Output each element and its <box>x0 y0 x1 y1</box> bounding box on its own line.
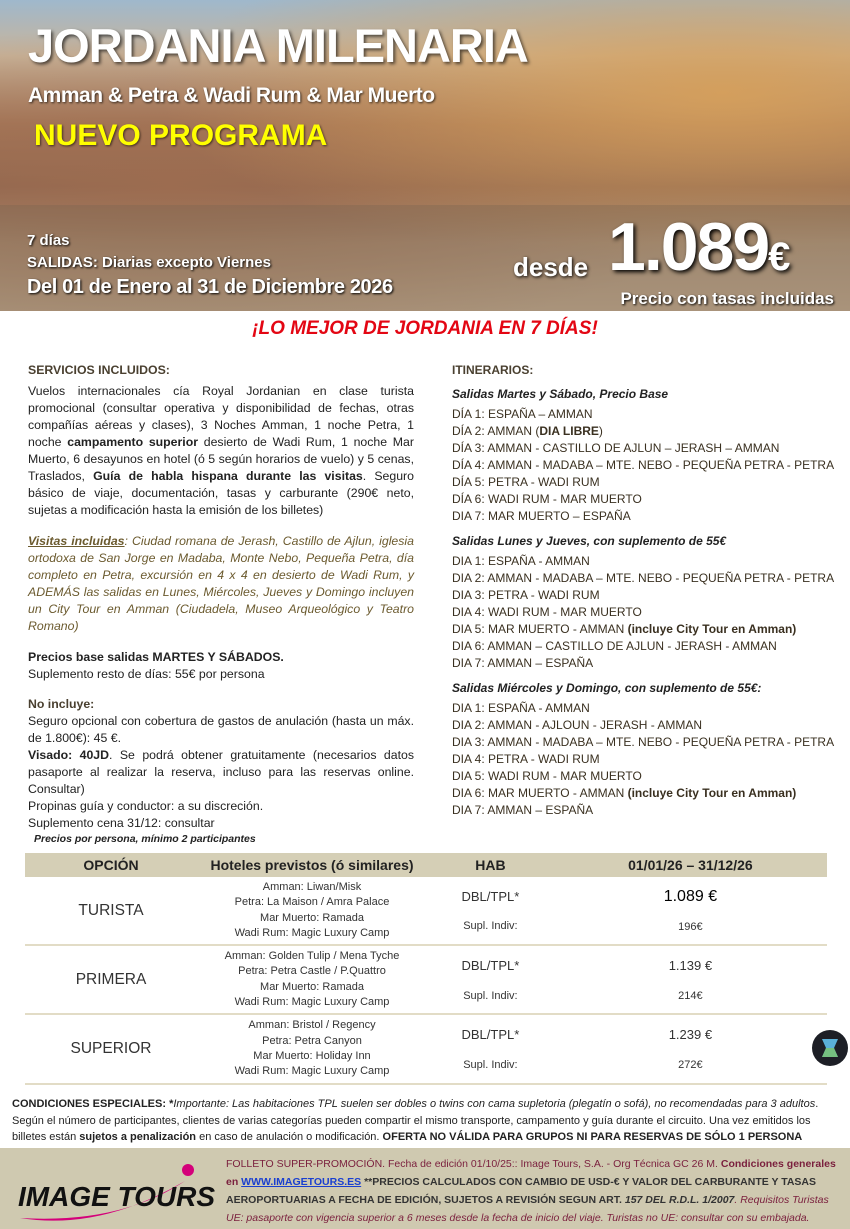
itinerary-day <box>452 440 847 457</box>
hotel-line: Petra: Petra Canyon <box>262 1034 362 1047</box>
text-segment: DIA 5: WADI RUM - MAR MUERTO <box>452 769 642 783</box>
option-name: PRIMERA <box>25 945 197 1014</box>
itinerary-group <box>452 386 847 525</box>
page-subtitle: Amman & Petra & Wadi Rum & Mar Muerto <box>28 84 435 107</box>
itinerary-day <box>452 587 847 604</box>
not-included-list <box>28 713 414 832</box>
hotel-line: Wadi Rum: Magic Luxury Camp <box>234 1065 390 1078</box>
itinerary-day <box>452 717 847 734</box>
hotel-line: Petra: Petra Castle / P.Quattro <box>238 965 386 978</box>
itinerary-day <box>452 604 847 621</box>
option-name: TURISTA <box>25 877 197 945</box>
price-cell <box>554 1014 827 1083</box>
text-segment: Importante: Las habitaciones TPL suelen ser dobles o twins con cama supletoria (plegatín o sofá), no recomendadas para 3 adultos <box>173 1098 816 1110</box>
hero-banner <box>0 0 850 311</box>
text-segment: . Seguro básico de viaje, documentación, tasas y carburante (290€ neto, sujetas a modificación hasta la emisión de los billetes) <box>28 469 414 517</box>
text-segment: . Requisitos Turistas UE: pasaporte con vigencia superior a 6 meses desde la fecha de inicio del viaje. Turistas no UE: consultar con su embajada. <box>226 1194 829 1224</box>
date-range: Del 01 de Enero al 31 de Diciembre 2026 <box>27 276 393 298</box>
not-included-item <box>28 815 414 832</box>
text-segment: DIA 2: AMMAN - MADABA – MTE. NEBO - PEQUEÑA PETRA - PETRA <box>452 571 835 585</box>
price-cell <box>554 945 827 1014</box>
page-title: JORDANIA MILENARIA <box>28 19 528 72</box>
itinerary-day <box>452 768 847 785</box>
table-row <box>25 1014 827 1083</box>
itinerary-day <box>452 491 847 508</box>
column-header: HAB <box>427 853 554 877</box>
price-value: 1.089 € <box>663 888 718 906</box>
text-segment: (incluye City Tour en Amman) <box>627 786 797 800</box>
text-segment: Condiciones generales en <box>226 1158 836 1188</box>
prices-note: Precios por persona, mínimo 2 participantes <box>34 833 256 845</box>
itinerary-title: ITINERARIOS: <box>452 363 534 377</box>
hotel-line: Petra: La Maison / Amra Palace <box>234 896 390 909</box>
svg-text:IMAGE TOURS: IMAGE TOURS <box>18 1181 215 1212</box>
itinerary-day <box>452 655 847 672</box>
website-link[interactable]: WWW.IMAGETOURS.ES <box>241 1176 362 1188</box>
text-segment: DIA 4: WADI RUM - MAR MUERTO <box>452 605 642 619</box>
hero-price <box>608 208 788 286</box>
special-conditions <box>12 1096 842 1146</box>
visits-label: Visitas incluidas <box>28 534 125 548</box>
text-segment: Suplemento cena 31/12: consultar <box>28 816 215 830</box>
itinerary-day <box>452 751 847 768</box>
text-segment: DIA 3: AMMAN - MADABA – MTE. NEBO - PEQUEÑA PETRA - PETRA <box>452 735 835 749</box>
price-value: 1.139 € <box>668 958 713 974</box>
footer-text <box>226 1155 838 1227</box>
itinerary-day <box>452 621 847 638</box>
itinerary-group-title: Salidas Miércoles y Domingo, con suplemento de 55€: <box>452 681 762 695</box>
itinerary-group <box>452 533 847 672</box>
room-type: DBL/TPL* <box>461 958 520 974</box>
text-segment: Seguro opcional con cobertura de gastos de anulación (hasta un máx. de 1.800€): 45 €. <box>28 714 414 745</box>
text-segment: DÍA 5: PETRA - WADI RUM <box>452 475 600 489</box>
text-segment: **PRECIOS CALCULADOS CON CAMBIO DE USD-€ Y VALOR DEL CARBURANTE Y TASAS AEROPORTUARIAS A FECHA DE EDICIÓN, SUJETOS A REVISIÓN SEGUN ART. <box>226 1176 817 1206</box>
price-value: 1.239 € <box>668 1027 713 1043</box>
text-segment: Propinas guía y conductor: a su discreción. <box>28 799 264 813</box>
price-table <box>25 853 827 1085</box>
visits-text <box>28 533 414 635</box>
text-segment: FOLLETO SUPER-PROMOCIÓN. Fecha de edición 01/10/25:: Image Tours, S.A. - Org Técnica GC 26 M. <box>226 1158 721 1170</box>
text-segment: DIA 6: AMMAN – CASTILLO DE AJLUN - JERASH - AMMAN <box>452 639 777 653</box>
option-name: SUPERIOR <box>25 1014 197 1083</box>
itinerary-day <box>452 406 847 423</box>
single-supplement-label: Supl. Indiv: <box>463 1058 518 1071</box>
image-tours-logo <box>10 1156 215 1226</box>
slogan: ¡LO MEJOR DE JORDANIA EN 7 DÍAS! <box>252 318 598 339</box>
text-segment: en caso de anulación o modificación. <box>196 1131 383 1143</box>
itinerary-day <box>452 474 847 491</box>
single-supplement-value: 272€ <box>678 1058 703 1071</box>
text-segment: DIA 1: ESPAÑA - AMMAN <box>452 701 590 715</box>
text-segment: . Se podrá obtener gratuitamente (necesarios datos pasaporte al realizar la reserva, incluso para las reservas online. Consultar) <box>28 748 414 796</box>
itinerary-day <box>452 457 847 474</box>
room-type: DBL/TPL* <box>461 1027 520 1043</box>
text-segment: DIA 7: AMMAN – ESPAÑA <box>452 656 594 670</box>
table-row <box>25 945 827 1014</box>
price-note: Precio con tasas incluidas <box>620 289 834 308</box>
table-row <box>25 877 827 945</box>
itinerary-day <box>452 700 847 717</box>
price-cell <box>554 877 827 945</box>
text-segment: DIA 6: MAR MUERTO - AMMAN <box>452 786 628 800</box>
from-label: desde <box>513 252 589 282</box>
room-type: DBL/TPL* <box>461 888 520 904</box>
text-segment: sujetos a penalización <box>79 1131 197 1143</box>
duration: 7 días <box>27 232 70 249</box>
itinerary-day <box>452 508 847 525</box>
single-supplement-label: Supl. Indiv: <box>463 989 518 1002</box>
itinerary-day <box>452 785 847 802</box>
text-segment: DIA 3: PETRA - WADI RUM <box>452 588 600 602</box>
column-header: 01/01/26 – 31/12/26 <box>554 853 827 877</box>
single-supplement-label: Supl. Indiv: <box>463 920 518 933</box>
not-included-title: No incluye: <box>28 697 95 711</box>
text-segment: Guía de habla hispana durante las visitas <box>93 469 363 483</box>
hotel-line: Mar Muerto: Ramada <box>260 980 364 993</box>
column-header: OPCIÓN <box>25 853 197 877</box>
text-segment: DÍA 3: AMMAN - CASTILLO DE AJLUN – JERASH – AMMAN <box>452 441 780 455</box>
not-included-item <box>28 798 414 815</box>
text-segment: DIA 5: MAR MUERTO - AMMAN <box>452 622 628 636</box>
app-logo-icon <box>812 1030 848 1066</box>
itinerary-group-title: Salidas Martes y Sábado, Precio Base <box>452 387 669 401</box>
text-segment: (incluye City Tour en Amman) <box>627 622 797 636</box>
visits-body: : Ciudad romana de Jerash, Castillo de Ajlun, iglesia ortodoxa de San Jorge en Madaba, Monte Nebo, Pequeña Petra, día completo en Petra, excursión en 4 x 4 en desierto de Wadi Rum, y ADEMÁS las salidas en Lunes, Miércoles, Jueves y Domingo incluyen un City Tour en Amman (Ciudadela, Museo Arqueológico y Teatro Romano) <box>28 534 414 633</box>
not-included-item <box>28 713 414 747</box>
hotel-line: Wadi Rum: Magic Luxury Camp <box>234 926 390 939</box>
text-segment: OFERTA NO VÁLIDA PARA GRUPOS NI PARA RESERVAS DE SÓLO 1 PERSONA <box>382 1131 803 1143</box>
table-header <box>25 853 827 877</box>
footer <box>0 1148 850 1229</box>
text-segment: ) <box>598 424 603 438</box>
text-segment: DÍA 6: WADI RUM - MAR MUERTO <box>452 492 642 506</box>
left-column <box>28 362 414 846</box>
hotels-cell <box>197 877 427 945</box>
text-segment: desierto de Wadi Rum, 1 noche Mar Muerto, 6 desayunos en hotel (ó 5 según horarios de vuelo) y 5 cenas, Traslados, <box>28 435 414 483</box>
text-segment: DÍA 1: ESPAÑA – AMMAN <box>452 407 593 421</box>
not-included-item <box>28 747 414 798</box>
column-header: Hoteles previstos (ó similares) <box>197 853 427 877</box>
itinerary-day <box>452 570 847 587</box>
text-segment: DIA 7: MAR MUERTO – ESPAÑA <box>452 509 631 523</box>
text-segment: CONDICIONES ESPECIALES: * <box>12 1098 174 1110</box>
new-program-badge: NUEVO PROGRAMA <box>34 119 328 152</box>
hotel-line: Mar Muerto: Holiday Inn <box>253 1049 371 1062</box>
single-supplement-value: 214€ <box>678 989 703 1002</box>
itinerary-groups <box>452 386 847 819</box>
price-value: 1.089 <box>608 209 769 285</box>
floating-app-button[interactable] <box>812 1030 848 1066</box>
text-segment: DIA LIBRE <box>539 424 599 438</box>
room-cell <box>427 1014 554 1083</box>
hotels-cell <box>197 1014 427 1083</box>
departures: SALIDAS: Diarias excepto Viernes <box>27 254 271 271</box>
text-segment: DÍA 2: AMMAN ( <box>452 424 540 438</box>
hotel-line: Amman: Bristol / Regency <box>248 1019 376 1032</box>
hotel-line: Amman: Liwan/Misk <box>262 881 362 893</box>
itinerary-group-title: Salidas Lunes y Jueves, con suplemento de 55€ <box>452 534 727 548</box>
text-segment: DIA 4: PETRA - WADI RUM <box>452 752 600 766</box>
itinerary-group <box>452 680 847 819</box>
itinerary-day <box>452 423 847 440</box>
supplement: Suplemento resto de días: 55€ por persona <box>28 667 265 681</box>
hotels-cell <box>197 945 427 1014</box>
text-segment: DIA 2: AMMAN - AJLOUN - JERASH - AMMAN <box>452 718 703 732</box>
text-segment: DIA 1: ESPAÑA - AMMAN <box>452 554 590 568</box>
room-cell <box>427 877 554 945</box>
itinerary-day <box>452 734 847 751</box>
hotel-line: Wadi Rum: Magic Luxury Camp <box>234 996 390 1009</box>
text-segment: . Según el número de participantes, clientes de varias categorías pueden compartir el mismo transporte, campamento y guía durante el circuito. Una vez emitidos los billetes están <box>12 1098 819 1143</box>
room-cell <box>427 945 554 1014</box>
text-segment: DÍA 4: AMMAN - MADABA – MTE. NEBO - PEQUEÑA PETRA - PETRA <box>452 458 835 472</box>
hotel-line: Mar Muerto: Ramada <box>260 911 364 924</box>
price-currency: € <box>768 235 789 279</box>
hotel-line: Amman: Golden Tulip / Mena Tyche <box>224 950 400 963</box>
text-segment: 157 DEL R.D.L. 1/2007 <box>624 1194 735 1206</box>
itinerary-day <box>452 638 847 655</box>
text-segment: DIA 7: AMMAN – ESPAÑA <box>452 803 594 817</box>
itinerary-day <box>452 553 847 570</box>
itinerary-day <box>452 802 847 819</box>
text-segment: Vuelos internacionales cía Royal Jordanian en clase turista promocional (consultar operativa y disponibilidad de fechas, otras compañías aéreas y clases), 3 Noches Amman, 1 noche Petra, 1 noche <box>28 384 414 449</box>
single-supplement-value: 196€ <box>678 921 703 934</box>
itinerary-column <box>452 362 847 819</box>
services-title: SERVICIOS INCLUIDOS: <box>28 363 170 377</box>
text-segment: campamento superior <box>67 435 199 449</box>
text-segment: Visado: 40JD <box>28 748 110 762</box>
base-prices: Precios base salidas MARTES Y SÁBADOS. <box>28 650 284 664</box>
services-text <box>28 383 414 519</box>
